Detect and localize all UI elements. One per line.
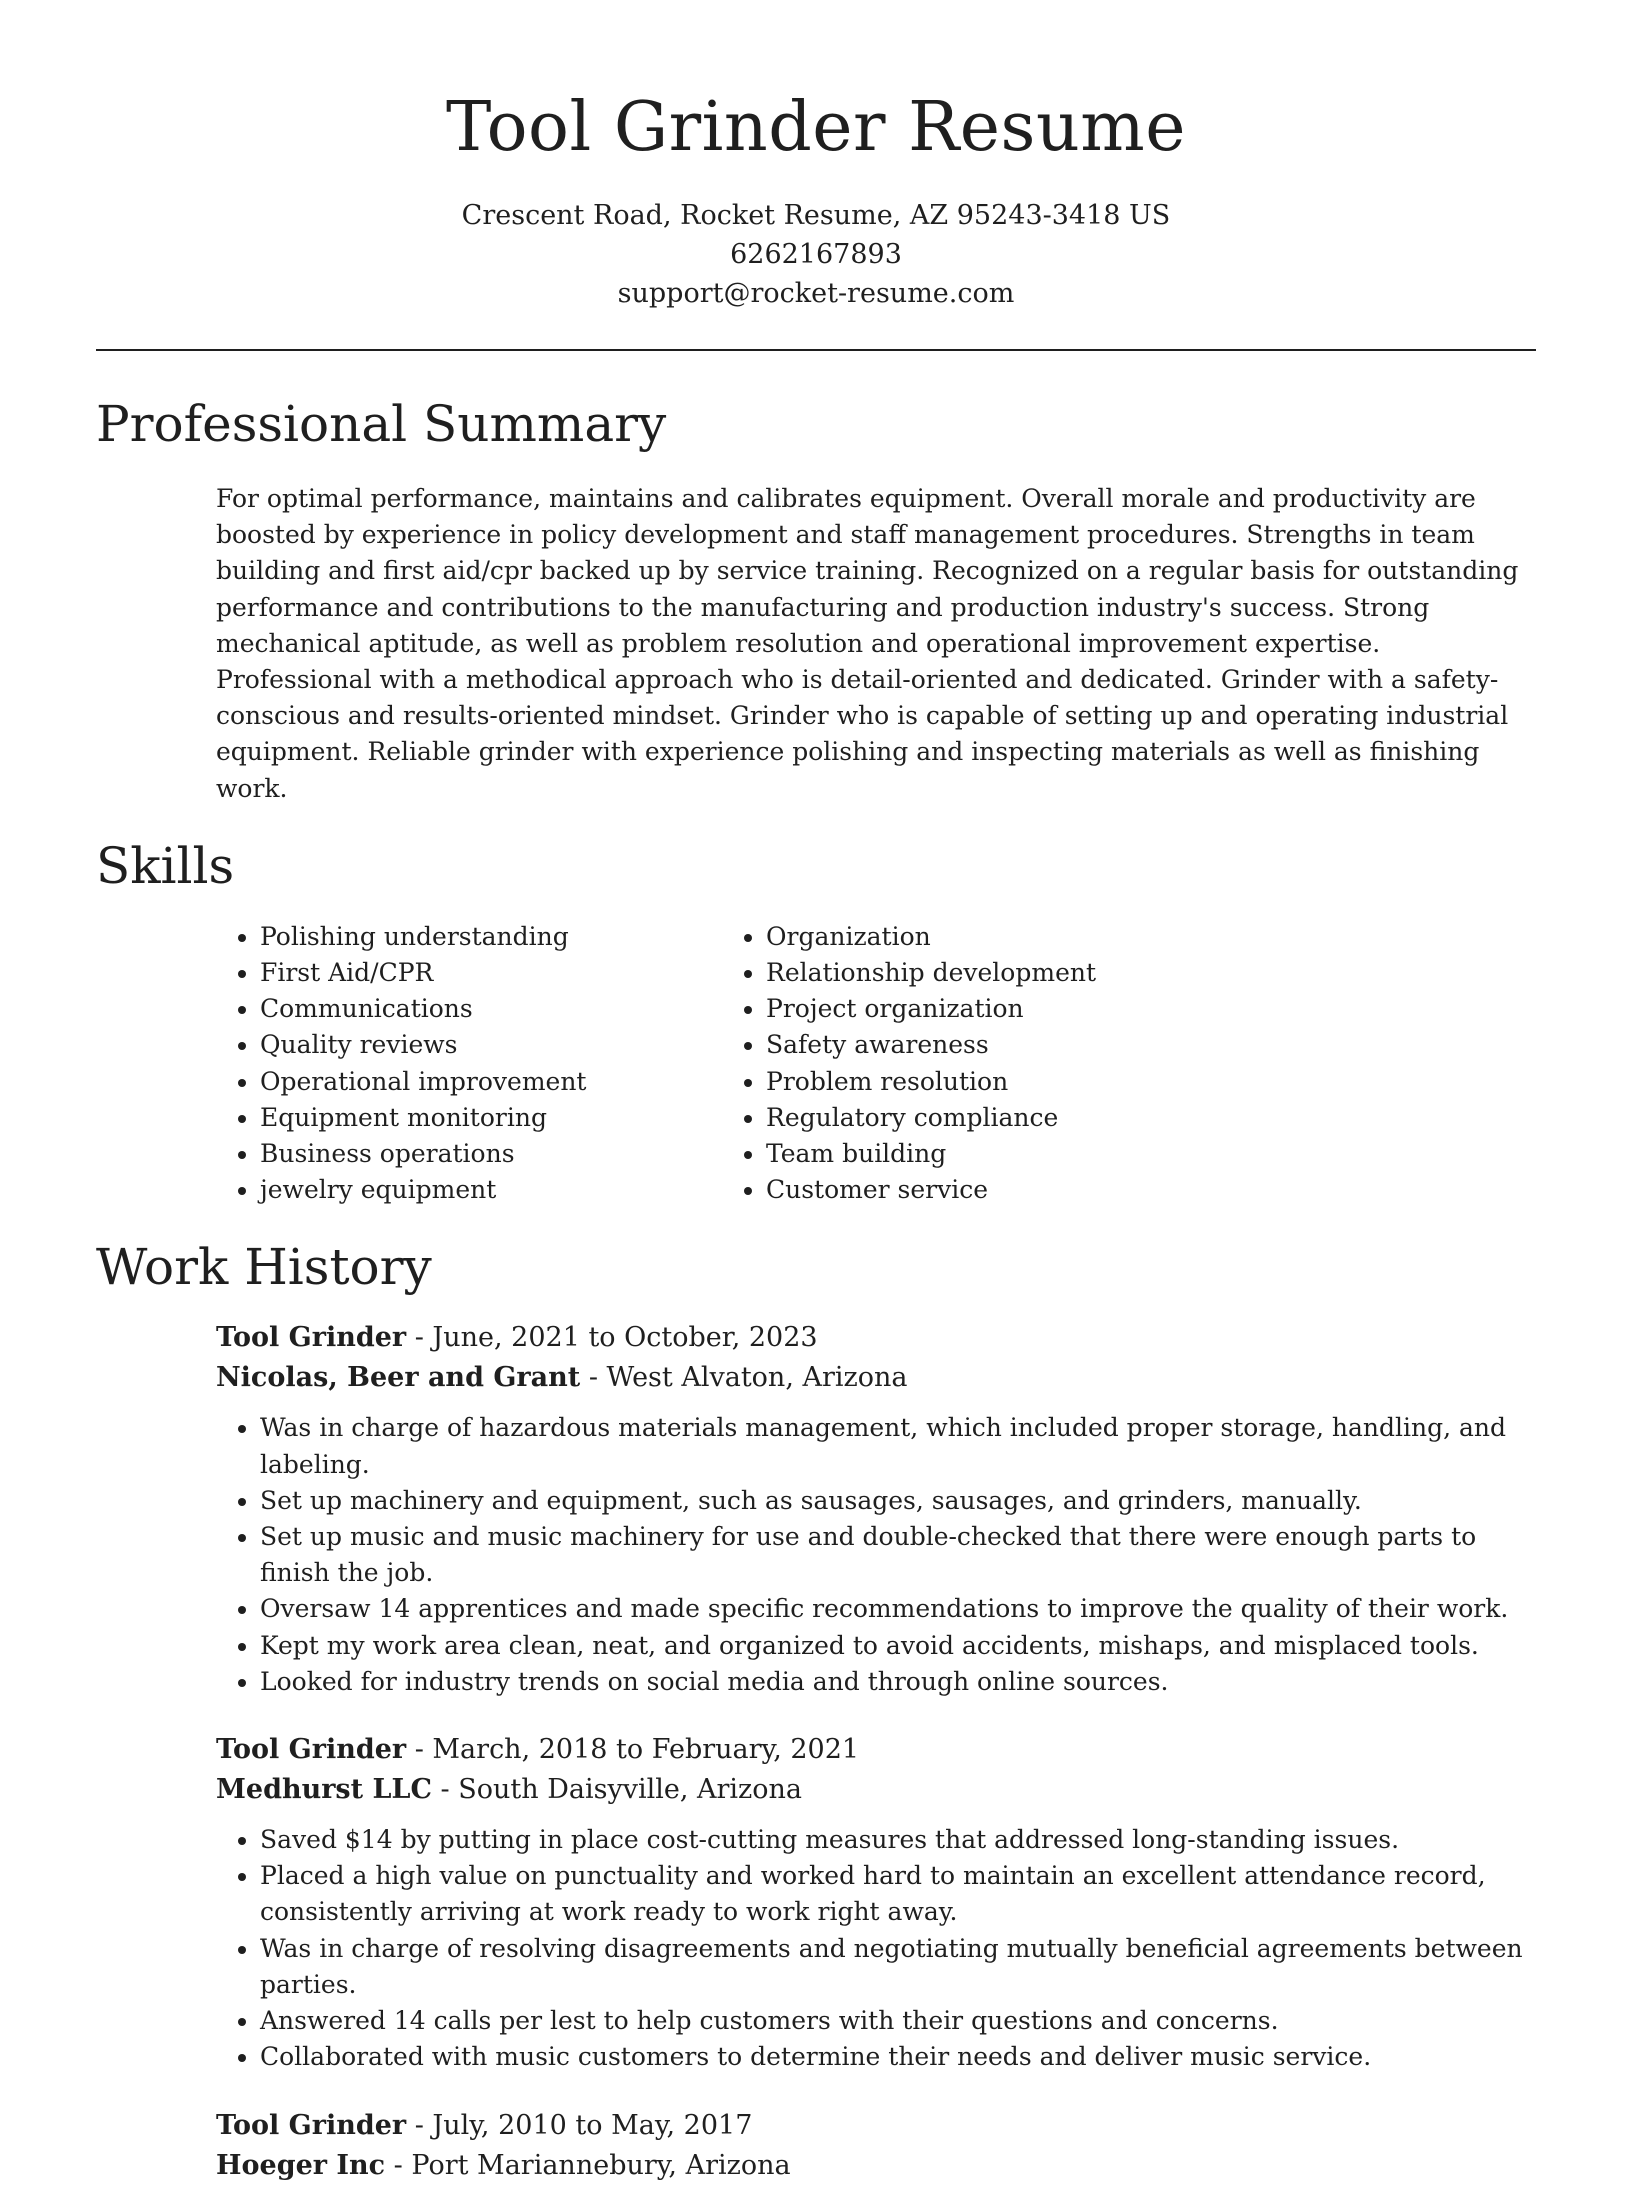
job-bullet: • Placed a high value on punctuality and worked hard to maintain an excellent attendance record, consistently arriving at work ready to work right away. [260, 1858, 1536, 1930]
skill-item: • Organization [766, 919, 1396, 955]
job-dates: - March, 2018 to February, 2021 [406, 1734, 860, 1766]
job-bullet: • Answered 14 calls per lest to help customers with their questions and concerns. [260, 2003, 1536, 2039]
job-bullet: • Set up machinery and equipment, such as sausages, sausages, and grinders, manually. [260, 1483, 1536, 1519]
job-company: Nicolas, Beer and Grant [216, 1362, 581, 1394]
job-bullets [216, 1822, 1536, 2075]
job-title: Tool Grinder [216, 2109, 407, 2141]
skill-item: • Business operations [260, 1136, 746, 1172]
skill-item: • Project organization [766, 991, 1396, 1027]
skills-list [96, 919, 1536, 1209]
skill-item: • Operational improvement [260, 1064, 746, 1100]
job-entry [216, 2106, 1536, 2186]
resume-title: Tool Grinder Resume [446, 88, 1186, 167]
job-role-line [216, 1318, 1536, 1358]
work-history-heading: Work History [96, 1238, 432, 1297]
summary-heading: Professional Summary [96, 395, 667, 453]
contact-phone: 6262167893 [730, 239, 902, 270]
skill-item: • jewelry equipment [260, 1172, 746, 1208]
job-entry [216, 1318, 1536, 1700]
job-bullet: • Was in charge of resolving disagreements and negotiating mutually beneficial agreements between parties. [260, 1931, 1536, 2003]
skill-item: • Customer service [766, 1172, 1396, 1208]
job-bullet: • Kept my work area clean, neat, and organized to avoid accidents, mishaps, and misplaced tools. [260, 1628, 1536, 1664]
skills-heading: Skills [96, 836, 235, 895]
skill-item: • Communications [260, 991, 746, 1027]
job-location: - South Daisyville, Arizona [431, 1774, 803, 1806]
contact-email: support@rocket-resume.com [617, 278, 1015, 309]
job-role-line [216, 1730, 1536, 1770]
skills-column-left [96, 919, 746, 1209]
job-entry [216, 1730, 1536, 2075]
job-bullet: • Set up music and music machinery for use and double-checked that there were enough parts to finish the job. [260, 1519, 1536, 1591]
skill-item: • Regulatory compliance [766, 1100, 1396, 1136]
contact-block [96, 196, 1536, 313]
skill-item: • Quality reviews [260, 1027, 746, 1063]
job-bullet: • Collaborated with music customers to determine their needs and deliver music service. [260, 2039, 1536, 2075]
job-company-line [216, 1770, 1536, 1810]
job-location: - Port Mariannebury, Arizona [385, 2149, 791, 2181]
skills-column-right [746, 919, 1396, 1209]
skill-item: • Equipment monitoring [260, 1100, 746, 1136]
skill-item: • Team building [766, 1136, 1396, 1172]
job-title: Tool Grinder [216, 1322, 407, 1354]
job-company-line [216, 2146, 1536, 2186]
header-divider [96, 349, 1536, 351]
skill-item: • Problem resolution [766, 1064, 1396, 1100]
job-bullet: • Saved $14 by putting in place cost-cutting measures that addressed long-standing issues. [260, 1822, 1536, 1858]
job-company-line [216, 1358, 1536, 1398]
job-location: - West Alvaton, Arizona [580, 1362, 908, 1394]
job-dates: - July, 2010 to May, 2017 [406, 2109, 753, 2141]
summary-text: For optimal performance, maintains and calibrates equipment. Overall morale and productivity are boosted by experience in policy development and staff management procedures. Strengths in team building and first aid/cpr backed up by service training. Recognized on a regular basis for outstanding performance and contributions to the manufacturing and production industry's success. Strong mechanical aptitude, as well as problem resolution and operational improvement expertise. Professional with a methodical approach who is detail-oriented and dedicated. Grinder with a safety-conscious and results-oriented mindset. Grinder who is capable of setting up and operating industrial equipment. Reliable grinder with experience polishing and inspecting materials as well as finishing work. [216, 484, 1519, 803]
job-company: Medhurst LLC [216, 1774, 432, 1806]
resume-page [96, 0, 1536, 2186]
skill-item: • First Aid/CPR [260, 955, 746, 991]
job-bullets [216, 1410, 1536, 1700]
job-title: Tool Grinder [216, 1734, 407, 1766]
resume-header [96, 0, 1536, 313]
contact-address: Crescent Road, Rocket Resume, AZ 95243-3418 US [461, 200, 1171, 231]
skill-item: • Polishing understanding [260, 919, 746, 955]
skill-item: • Safety awareness [766, 1027, 1396, 1063]
job-company: Hoeger Inc [216, 2149, 386, 2181]
job-bullet: • Looked for industry trends on social media and through online sources. [260, 1664, 1536, 1700]
job-dates: - June, 2021 to October, 2023 [406, 1322, 818, 1354]
job-bullet: • Oversaw 14 apprentices and made specific recommendations to improve the quality of their work. [260, 1591, 1536, 1627]
skill-item: • Relationship development [766, 955, 1396, 991]
job-bullet: • Was in charge of hazardous materials management, which included proper storage, handling, and labeling. [260, 1410, 1536, 1482]
